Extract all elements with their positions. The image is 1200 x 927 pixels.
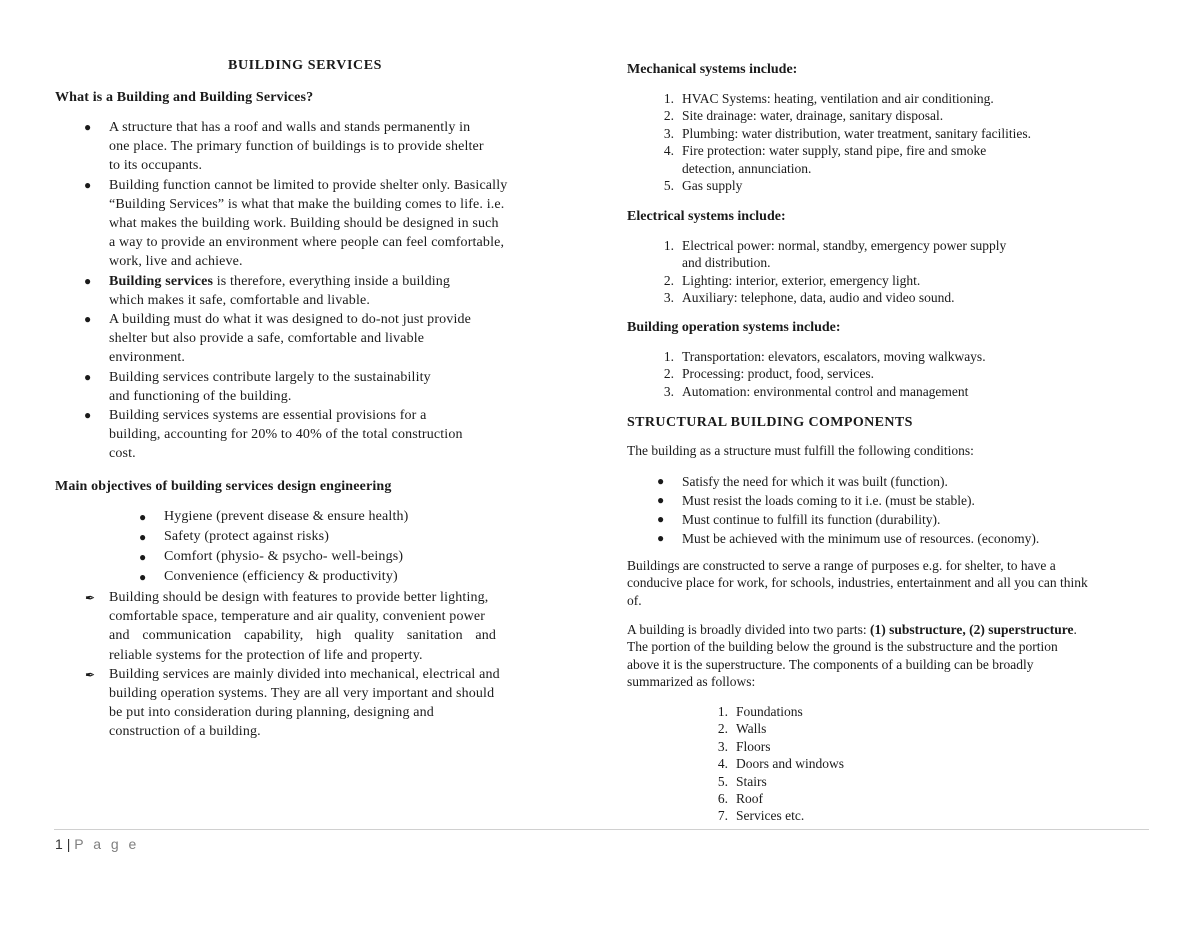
bullet-icon: ● bbox=[139, 510, 147, 524]
bullet-line: work, live and achieve. bbox=[109, 254, 243, 270]
list-item: 3. Auxiliary: telephone, data, audio and video sound. bbox=[663, 290, 955, 306]
bullet-icon: ● bbox=[84, 120, 92, 134]
bullet-line: A structure that has a roof and walls and stands permanently in bbox=[109, 120, 471, 135]
list-item: ● Safety (protect against risks) bbox=[164, 527, 564, 547]
bullet-line: shelter but also provide a safe, comfortable and livable bbox=[109, 331, 425, 347]
bullet-icon: ● bbox=[657, 512, 665, 526]
page-number: 1 bbox=[55, 836, 63, 852]
list-item: ● Must be achieved with the minimum use of resources. (economy). bbox=[657, 531, 1040, 546]
structural-intro: The building as a structure must fulfill the following conditions: bbox=[627, 443, 974, 458]
bullet-line: be put into consideration during planning, designing and bbox=[109, 705, 434, 721]
list-item: 2. Walls bbox=[717, 721, 767, 737]
bullet-line: Building services are mainly divided into mechanical, electrical and bbox=[109, 666, 500, 682]
bullet-line: which makes it safe, comfortable and livable. bbox=[109, 292, 370, 308]
bullet-line: construction of a building. bbox=[109, 724, 261, 740]
bullet-line: what makes the building work. Building should be designed in such bbox=[109, 216, 499, 232]
conditions-list bbox=[657, 472, 1142, 548]
bullet-line: “Building Services” is what that make the building comes to life. i.e. bbox=[109, 196, 505, 212]
list-item: ● Must continue to fulfill its function (durability). bbox=[657, 512, 941, 527]
bullet-line: Building services contribute largely to the sustainability bbox=[109, 369, 431, 385]
bullet-icon: ● bbox=[84, 273, 92, 288]
bullet-icon: ● bbox=[84, 369, 92, 384]
purpose-paragraph: Buildings are constructed to serve a range of purposes e.g. for shelter, to have a conducive place for work, for schools, industries, entertainment and all you can think of. bbox=[627, 558, 1088, 608]
bullet-icon: ● bbox=[657, 493, 665, 507]
bullet-line: building operation systems. They are all very important and should bbox=[109, 686, 495, 702]
heading-structural-components: STRUCTURAL BUILDING COMPONENTS bbox=[627, 415, 913, 430]
bullet-icon: ● bbox=[84, 177, 92, 192]
pen-bullet-icon: ✒ bbox=[85, 591, 96, 605]
bullet-line: a way to provide an environment where people can feel comfortable, bbox=[109, 235, 505, 251]
list-item: 2. Processing: product, food, services. bbox=[663, 366, 874, 382]
list-item: 3. Floors bbox=[717, 738, 771, 754]
pen-paragraph-list bbox=[85, 588, 605, 742]
bullet-line: environment. bbox=[109, 350, 186, 366]
bullet-line: comfortable space, temperature and air quality, convenient power bbox=[109, 609, 486, 625]
list-item: 4. Doors and windows bbox=[717, 756, 844, 772]
heading-building-operation: Building operation systems include: bbox=[627, 320, 841, 335]
footer-divider bbox=[54, 829, 1149, 830]
bullet-line: one place. The primary function of buildings is to provide shelter bbox=[109, 139, 484, 155]
list-item: 5. Stairs bbox=[717, 773, 767, 789]
list-item: 3. Automation: environmental control and management bbox=[663, 383, 969, 399]
bullet-line: and communication capability, high quality sanitation and bbox=[109, 628, 497, 644]
list-item: ● Hygiene (prevent disease & ensure health) bbox=[164, 507, 564, 527]
heading-electrical: Electrical systems include: bbox=[627, 209, 786, 224]
mechanical-list bbox=[663, 90, 1142, 194]
list-item: 1. Transportation: elevators, escalators, moving walkways. bbox=[663, 349, 986, 364]
pen-bullet-icon: ✒ bbox=[85, 667, 96, 682]
list-item: 4. Fire protection: water supply, stand pipe, fire and smoke detection, annunciation. bbox=[663, 143, 987, 176]
bullet-line: Building function cannot be limited to provide shelter only. Basically bbox=[109, 177, 508, 193]
bullet-line: cost. bbox=[109, 446, 136, 462]
list-item: 2. Site drainage: water, drainage, sanitary disposal. bbox=[663, 108, 944, 124]
bold-parts: (1) substructure, (2) superstructure bbox=[870, 622, 1074, 637]
objectives-list bbox=[139, 507, 564, 587]
bullet-icon: ● bbox=[139, 570, 147, 584]
bullet-line: Building should be design with features to provide better lighting, bbox=[109, 590, 489, 605]
bullet-line: and functioning of the building. bbox=[109, 388, 292, 404]
electrical-list bbox=[663, 237, 1142, 307]
list-item: 2. Lighting: interior, exterior, emergency light. bbox=[663, 272, 921, 288]
page-footer bbox=[55, 836, 139, 852]
list-item bbox=[84, 118, 579, 176]
list-item bbox=[84, 368, 579, 406]
list-item bbox=[85, 665, 605, 742]
bullet-line: Building services systems are essential provisions for a bbox=[109, 408, 427, 424]
heading-mechanical: Mechanical systems include: bbox=[627, 62, 798, 77]
operation-list bbox=[663, 348, 1142, 400]
list-item: 6. Roof bbox=[717, 791, 763, 807]
bullet-line: to its occupants. bbox=[109, 158, 203, 174]
bullet-icon: ● bbox=[84, 408, 92, 423]
bullet-line: A building must do what it was designed to do-not just provide bbox=[109, 312, 471, 328]
list-item: 1. HVAC Systems: heating, ventilation and air conditioning. bbox=[663, 91, 994, 106]
bullet-icon: ● bbox=[139, 530, 147, 544]
bullet-line: reliable systems for the protection of life and property. bbox=[109, 647, 423, 663]
list-item: 7. Services etc. bbox=[717, 808, 805, 824]
heading-main-objectives: Main objectives of building services design engineering bbox=[55, 479, 392, 494]
intro-bullet-list bbox=[84, 118, 579, 464]
components-list bbox=[717, 703, 1036, 825]
list-item bbox=[84, 406, 579, 464]
list-item: ● Convenience (efficiency & productivity) bbox=[164, 567, 564, 587]
list-item: ● Satisfy the need for which it was built (function). bbox=[657, 474, 948, 489]
bullet-icon: ● bbox=[657, 474, 665, 488]
page-label: P a g e bbox=[74, 836, 140, 852]
bullet-icon: ● bbox=[139, 550, 147, 564]
bullet-text: is therefore, everything inside a building bbox=[213, 273, 451, 289]
list-item bbox=[84, 176, 579, 272]
list-item: ● Must resist the loads coming to it i.e. (must be stable). bbox=[657, 493, 975, 508]
bullet-icon: ● bbox=[84, 312, 92, 327]
list-item bbox=[85, 588, 605, 665]
list-item bbox=[84, 272, 579, 310]
list-item: 5. Gas supply bbox=[663, 178, 743, 194]
footer-separator: | bbox=[66, 836, 71, 852]
bullet-icon: ● bbox=[657, 531, 665, 545]
list-item: 3. Plumbing: water distribution, water treatment, sanitary facilities. bbox=[663, 125, 1032, 141]
list-item bbox=[84, 310, 579, 368]
bullet-line: building, accounting for 20% to 40% of the total construction bbox=[109, 427, 463, 443]
list-item: 1. Foundations bbox=[717, 704, 803, 719]
document-title: BUILDING SERVICES bbox=[228, 58, 383, 73]
structure-paragraph: A building is broadly divided into two parts: (1) substructure, (2) superstructure. The portion of the building below the ground is the substructure and the portion above it is the superstructure. The components of a building can be broadly summarized as follows: bbox=[627, 622, 1077, 690]
list-item: ● Comfort (physio- & psycho- well-beings) bbox=[164, 547, 564, 567]
list-item: 1. Electrical power: normal, standby, emergency power supply and distribution. bbox=[663, 238, 1007, 271]
bold-term: Building services bbox=[109, 273, 214, 289]
heading-what-is-building: What is a Building and Building Services? bbox=[55, 90, 314, 105]
